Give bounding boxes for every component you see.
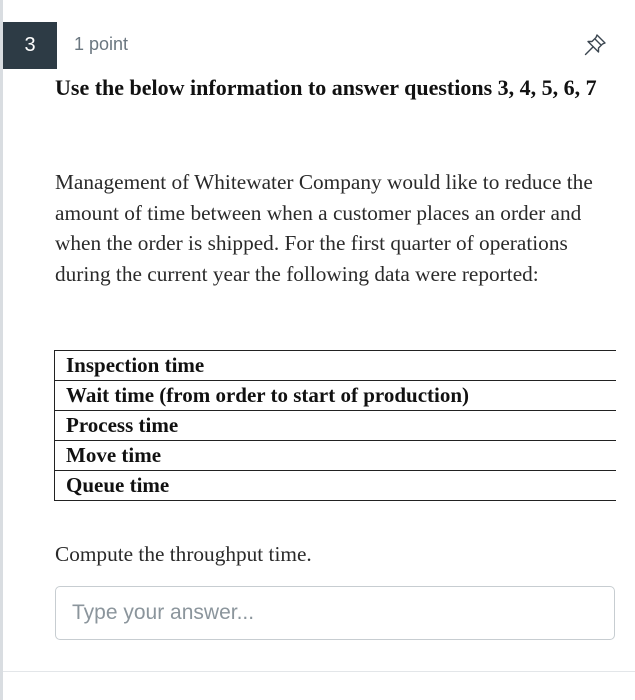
table-row (55, 411, 617, 441)
answer-input[interactable] (55, 586, 615, 640)
table-row (55, 441, 617, 471)
question-number-badge: 3 (3, 22, 57, 69)
question-heading: Use the below information to answer questions 3, 4, 5, 6, 7 (55, 75, 597, 100)
time-components-table (54, 350, 616, 501)
table-row (55, 381, 617, 411)
divider (3, 671, 635, 672)
table-cell: Inspection time (55, 351, 617, 381)
question-points: 1 point (74, 34, 129, 54)
table-row (55, 351, 617, 381)
pin-icon[interactable] (582, 32, 608, 58)
table-cell: Process time (55, 411, 617, 441)
table-cell: Move time (55, 441, 617, 471)
question-prompt: Compute the throughput time. (55, 542, 312, 566)
question-body: Management of Whitewater Company would like to reduce the amount of time between when a customer places an order and when the order is shipped. For the first quarter of operations during the current year the following data were reported: (55, 170, 593, 286)
table-cell: Queue time (55, 471, 617, 501)
table-cell: Wait time (from order to start of production) (55, 381, 617, 411)
left-border (0, 0, 3, 700)
table-row (55, 471, 617, 501)
